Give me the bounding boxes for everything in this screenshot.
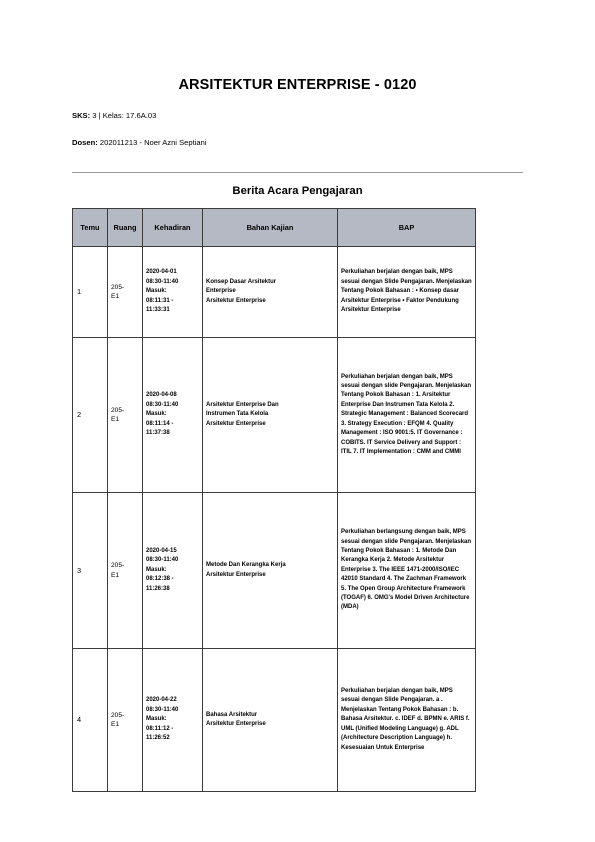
cell-bap: Perkuliahan berlangsung dengan baik, MPS sesuai dengan slide Pengajaran. Menjelaskan Tentang Pokok Bahasan : 1. Metode Dan Kerangka Kerja 2. Metode Arsitektur Enterprise 3. The IEEE 1471-2000/ISO/IEC 42010 Standard 4. The Zachman Framework 5. The Open Group Architecture Framework (TOGAF) 6. OMG's Model Driven Architecture (MDA) — [338, 493, 476, 649]
sks-value: 3 | Kelas: 17.6A.03 — [92, 111, 157, 120]
page-title: ARSITEKTUR ENTERPRISE - 0120 — [178, 77, 417, 93]
column-header-ruang: Ruang — [108, 209, 143, 247]
table-row — [73, 493, 476, 649]
table-row — [73, 649, 476, 792]
cell-temu: 1 — [73, 247, 108, 338]
column-header-temu: Temu — [73, 209, 108, 247]
cell-kehadiran: 2020-04-22 08:30-11:40 Masuk: 08:11:12 - 11:26:52 — [143, 649, 203, 792]
cell-kehadiran: 2020-04-15 08:30-11:40 Masuk: 08:12:38 - 11:26:38 — [143, 493, 203, 649]
cell-ruang: 205- E1 — [108, 649, 143, 792]
cell-kehadiran: 2020-04-08 08:30-11:40 Masuk: 08:11:14 - 11:37:38 — [143, 338, 203, 493]
cell-ruang: 205- E1 — [108, 493, 143, 649]
cell-bap: Perkuliahan berjalan dengan baik, MPS sesuai dengan Slide Pengajaran. a . Menjelaskan Tentang Pokok Bahasan : b. Bahasa Arsitektur. c. IDEF d. BPMN e. ARIS f. UML (Unified Modeling Language) g. ADL (Architecture Description Language) h. Kesesuaian Untuk Enterprise — [338, 649, 476, 792]
cell-bahan-kajian: Bahasa Arsitektur Arsitektur Enterprise — [203, 649, 338, 792]
cell-kehadiran: 2020-04-01 08:30-11:40 Masuk: 08:11:31 - 11:33:31 — [143, 247, 203, 338]
cell-bahan-kajian: Konsep Dasar Arsitektur Enterprise Arsitektur Enterprise — [203, 247, 338, 338]
cell-bahan-kajian: Metode Dan Kerangka Kerja Arsitektur Enterprise — [203, 493, 338, 649]
cell-ruang: 205- E1 — [108, 247, 143, 338]
column-header-kehadiran: Kehadiran — [143, 209, 203, 247]
cell-temu: 3 — [73, 493, 108, 649]
table-row — [73, 247, 476, 338]
divider — [72, 172, 523, 173]
table-header-row — [73, 209, 476, 247]
section-title: Berita Acara Pengajaran — [232, 185, 363, 197]
cell-temu: 2 — [73, 338, 108, 493]
cell-ruang: 205- E1 — [108, 338, 143, 493]
cell-bap: Perkuliahan berjalan dengan baik, MPS sesuai dengan slide Pengajaran. Menjelaskan Tentang Pokok Bahasan : 1. Arsitektur Enterprise Dan Instrumen Tata Kelola 2. Strategic Management : Balanced Scorecard 3. Strategy Execution : EFQM 4. Quality Management : ISO 9001:5. IT Governance : COBITS. IT Service Delivery and Support : ITIL 7. IT Implementation : CMM and CMMI — [338, 338, 476, 493]
cell-bahan-kajian: Arsitektur Enterprise Dan Instrumen Tata Kelola Arsitektur Enterprise — [203, 338, 338, 493]
cell-bap: Perkuliahan berjalan dengan baik, MPS sesuai dengan Slide Pengajaran. Menjelaskan Tentang Pokok Bahasan : • Konsep dasar Arsitektur Enterprise • Faktor Pendukung Arsitektur Enterprise — [338, 247, 476, 338]
column-header-bahan-kajian: Bahan Kajian — [203, 209, 338, 247]
cell-temu: 4 — [73, 649, 108, 792]
column-header-bap: BAP — [338, 209, 476, 247]
dosen-value: 202011213 - Noer Azni Septiani — [99, 138, 207, 147]
sks-label: SKS: — [72, 111, 91, 120]
course-meta-dosen — [72, 138, 207, 147]
table-row — [73, 338, 476, 493]
course-meta-sks — [72, 111, 156, 120]
bap-table — [72, 208, 476, 792]
dosen-label: Dosen: — [72, 138, 98, 147]
